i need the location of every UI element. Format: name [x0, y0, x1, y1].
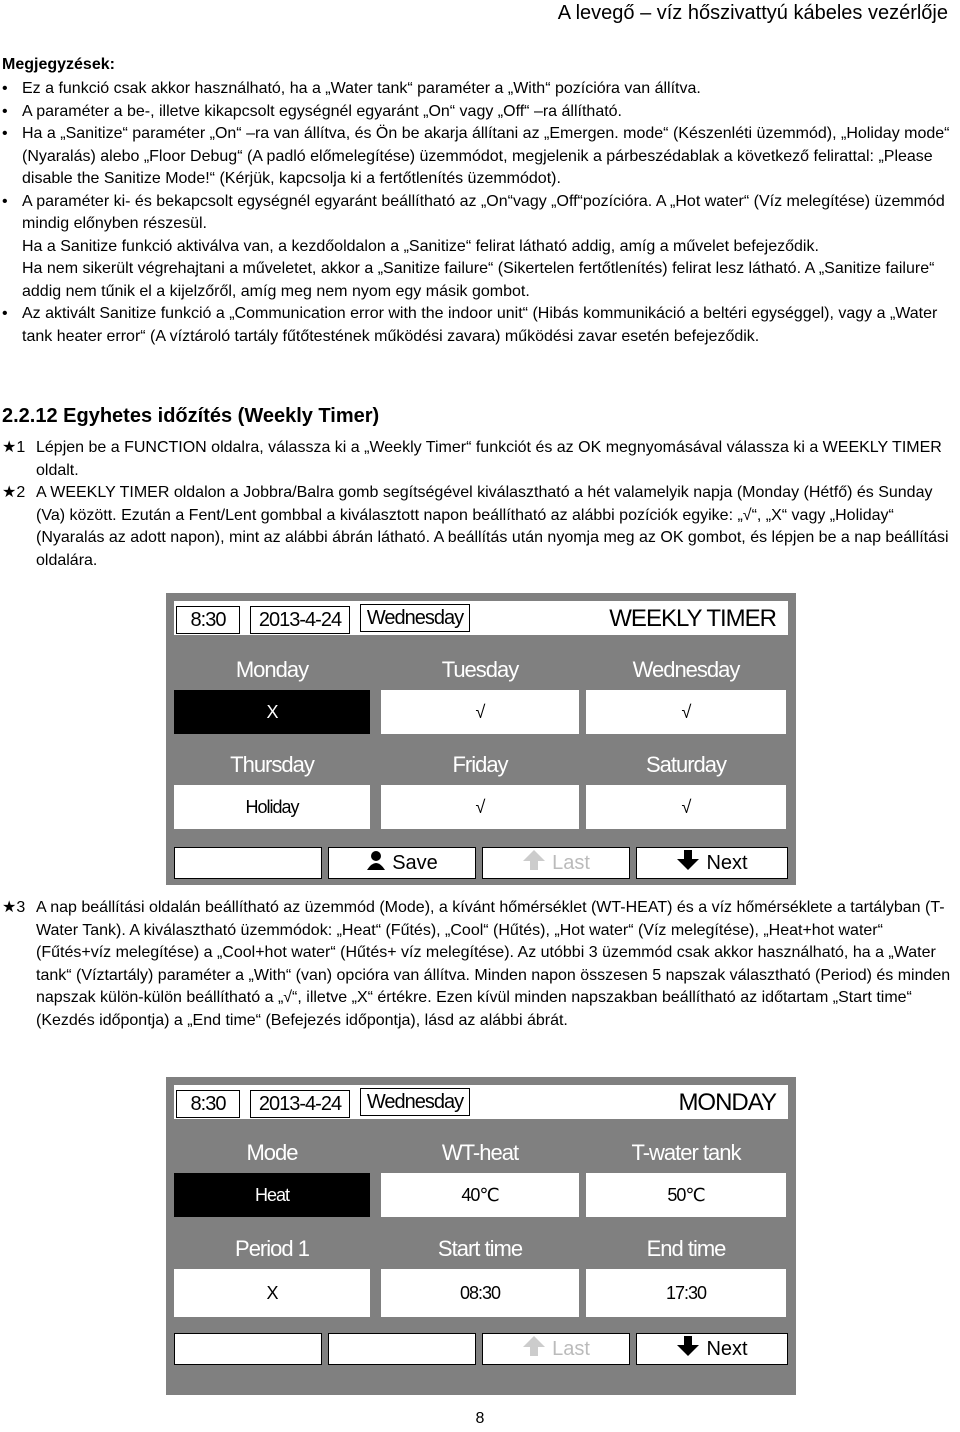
- note-item: • Ha a „Sanitize“ paraméter „On“ –ra van állítva, és Ön be akarja állítani az „Emergen. mode“ (Készenléti üzemmód), „Holiday mode“ (Nyaralás) alebo „Floor Debug“ (A padló előmelegítése) üzemmódot, megjelenik a párbeszédablak a következő felirattal: „Please disable the Sanitize Mode!“ (Kérjük, kapcsolja ki a fertőtlenítés üzemmódot).: [2, 123, 954, 191]
- day-label-thursday: Thursday: [230, 752, 314, 777]
- day-value-monday[interactable]: X: [174, 690, 370, 734]
- next-label: Next: [706, 1337, 748, 1360]
- end-time-label: End time: [646, 1236, 726, 1261]
- step-text: A nap beállítási oldalán beállítható az üzemmód (Mode), a kívánt hőmérséklet (WT-HEAT) és a víz hőmérséklete a tartályban (T-Water Tank). A kiválasztható üzemmódok: „Heat“ (Fűtés), „Cool“ (Hűtés), „Hot water“ (Víz melegítése), „Heat+hot water“ (Fűtés+víz melegítése) a „Cool+hot water“ (Hűtés+ víz melegítése). Az utóbbi 3 üzemmód csak akkor használható, ha a „Water tank“ (Víztartály) paraméter a „With“ (van) opcióra van állítva. Minden napon összesen 5 napszak választható (Period) és minden napszak külön-külön beállítható a „√“, illetve „X“ értékre. Ezen kívül minden napszakban beállítható az időtartam „Start time“ (Kezdés időpontja) a „End time“ (Befejezés időpontja), lásd az alábbi ábrát.: [36, 899, 951, 1029]
- screen-title: WEEKLY TIMER: [609, 605, 776, 632]
- t-water-tank-label: T-water tank: [631, 1140, 741, 1165]
- step-1: [2, 437, 954, 482]
- screen-titlebar: [174, 601, 788, 635]
- next-label: Next: [706, 851, 748, 874]
- arrow-down-icon: [676, 849, 700, 877]
- page-number: 8: [475, 1410, 485, 1427]
- save-label: Save: [392, 851, 438, 874]
- step-3: [2, 897, 954, 1032]
- day-value-tuesday[interactable]: √: [381, 690, 579, 734]
- day-value-wednesday[interactable]: √: [586, 690, 786, 734]
- next-button[interactable]: [636, 1333, 788, 1365]
- step-2: [2, 482, 954, 572]
- next-button[interactable]: [636, 847, 788, 879]
- note-paragraph: Ha nem sikerült végrehajtani a műveletet, akkor a „Sanitize failure“ (Sikertelen fertőtlenítés) felirat lesz látható. A „Sanitize failure“ addig nem tűnik el a kijelzőről, amíg meg nem nyom egy másik gombot.: [22, 260, 935, 300]
- note-paragraph: Ha a Sanitize funkció aktiválva van, a kezdőoldalon a „Sanitize“ felirat látható addig, amíg a művelet befejeződik.: [22, 237, 819, 255]
- section-title: 2.2.12 Egyhetes időzítés (Weekly Timer): [2, 405, 380, 427]
- note-item: • A paraméter ki- és bekapcsolt egységnél egyaránt beállítható az „On“vagy „Off“pozícióra. A „Hot water“ (Víz melegítése) üzemmód mindig előnyben részesül.: [2, 191, 954, 236]
- last-label: Last: [552, 1337, 590, 1360]
- mode-value[interactable]: Heat: [174, 1173, 370, 1217]
- time-display: 8:30: [176, 1090, 240, 1118]
- step-number: ★3: [2, 899, 26, 916]
- day-label-tuesday: Tuesday: [441, 657, 519, 682]
- mode-label: Mode: [246, 1140, 298, 1165]
- day-value-saturday[interactable]: √: [586, 785, 786, 829]
- arrow-up-icon: [522, 1335, 546, 1363]
- empty-button[interactable]: [174, 1333, 322, 1365]
- step-number: ★2: [2, 484, 26, 501]
- day-setting-screen: [166, 1077, 796, 1395]
- weekly-timer-screen: [166, 593, 796, 885]
- last-button[interactable]: [482, 847, 630, 879]
- steps-block-1: [2, 437, 954, 572]
- t-water-tank-value[interactable]: 50℃: [586, 1173, 786, 1217]
- period-label: Period 1: [235, 1236, 309, 1261]
- day-label-saturday: Saturday: [645, 752, 727, 777]
- wt-heat-label: WT-heat: [441, 1140, 519, 1165]
- time-display: 8:30: [176, 606, 240, 634]
- date-display: 2013-4-24: [250, 606, 350, 634]
- empty-button[interactable]: [174, 847, 322, 879]
- date-display: 2013-4-24: [250, 1090, 350, 1118]
- steps-block-2: [2, 897, 954, 1032]
- day-label-wednesday: Wednesday: [632, 657, 740, 682]
- day-value-friday[interactable]: √: [381, 785, 579, 829]
- day-label-monday: Monday: [235, 657, 309, 682]
- start-time-label: Start time: [437, 1236, 523, 1261]
- note-item: • A paraméter a be-, illetve kikapcsolt egységnél egyaránt „On“ vagy „Off“ –ra állítható.: [2, 101, 954, 124]
- step-text: A WEEKLY TIMER oldalon a Jobbra/Balra gomb segítségével kiválasztható a hét valamelyik napja (Monday (Hétfő) és Sunday (Va) között. Ezután a Fent/Lent gombbal a kiválasztott napon beállítható az alábbi pozíciók egyike: „√“, „X“ vagy „Holiday“ (Nyaralás az adott napon), mint az alábbi ábrán látható. A beállítás után nyomja meg az OK gombot, és lépjen be a nap beállítási oldalára.: [36, 484, 949, 569]
- step-text: Lépjen be a FUNCTION oldalra, válassza ki a „Weekly Timer“ funkciót és az OK megnyomásával válassza ki a WEEKLY TIMER oldalt.: [36, 439, 942, 479]
- screen-titlebar: [174, 1085, 788, 1119]
- weekday-display: Wednesday: [360, 1088, 470, 1116]
- arrow-up-icon: [522, 849, 546, 877]
- save-button[interactable]: [328, 847, 476, 879]
- running-header: A levegő – víz hőszivattyú kábeles vezérlője: [557, 2, 948, 24]
- notes-title: Megjegyzések:: [2, 56, 115, 73]
- last-button[interactable]: [482, 1333, 630, 1365]
- screen-title: MONDAY: [678, 1089, 776, 1116]
- period-value[interactable]: X: [174, 1269, 370, 1317]
- notes-list: [2, 78, 954, 348]
- arrow-down-icon: [676, 1335, 700, 1363]
- end-time-value[interactable]: 17:30: [586, 1269, 786, 1317]
- step-number: ★1: [2, 439, 26, 456]
- note-item: • Az aktivált Sanitize funkció a „Communication error with the indoor unit“ (Hibás kommunikáció a beltéri egységgel), vagy a „Water tank heater error“ (A víztároló tartály fűtőtestének működési zavara) működési zavar esetén befejeződik.: [2, 303, 954, 348]
- note-item: • Ez a funkció csak akkor használható, ha a „Water tank“ paraméter a „With“ pozícióra van állítva.: [2, 78, 954, 101]
- day-value-thursday[interactable]: Holiday: [174, 785, 370, 829]
- start-time-value[interactable]: 08:30: [381, 1269, 579, 1317]
- day-label-friday: Friday: [452, 752, 508, 777]
- weekday-display: Wednesday: [360, 604, 470, 632]
- last-label: Last: [552, 851, 590, 874]
- user-icon: [366, 850, 386, 876]
- empty-button[interactable]: [328, 1333, 476, 1365]
- wt-heat-value[interactable]: 40℃: [381, 1173, 579, 1217]
